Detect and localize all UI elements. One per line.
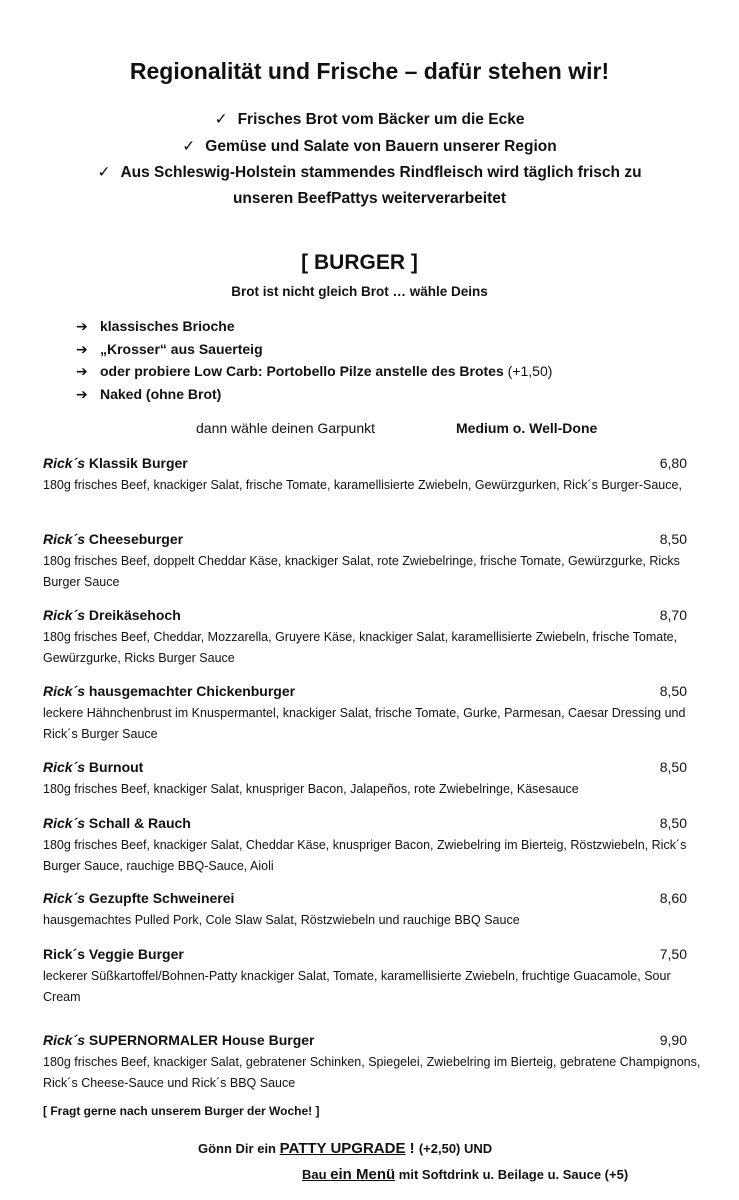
- garpunkt-label: dann wähle deinen Garpunkt: [196, 420, 376, 436]
- arrow-right-icon: ➔: [76, 386, 88, 402]
- menu-item: [43, 813, 691, 877]
- menu-item: [43, 605, 691, 669]
- item-description: leckerer Süßkartoffel/Bohnen-Patty knackiger Salat, Tomate, karamellisierte Zwiebeln, fruchtige Guacamole, Sour Cream: [43, 969, 671, 1004]
- menu-item: [43, 453, 691, 496]
- item-name: Rick´s Klassik Burger: [43, 455, 188, 471]
- menu-combo-line: Bau ein Menü mit Softdrink u. Beilage u. Sauce (+5): [302, 1166, 629, 1183]
- bread-surcharge: (+1,50): [503, 363, 553, 379]
- item-description: 180g frisches Beef, knackiger Salat, frische Tomate, karamellisierte Zwiebeln, Gewürzgurken, Rick´s Burger-Sauce,: [43, 478, 682, 492]
- item-name: Rick´s Burnout: [43, 759, 144, 775]
- item-price: 6,80: [659, 455, 687, 471]
- check-icon: ✓: [97, 164, 111, 181]
- bread-option: ➔ klassisches Brioche: [76, 318, 235, 334]
- item-price: 9,90: [659, 1032, 687, 1048]
- section-title: [ BURGER ]: [301, 251, 418, 274]
- item-description: 180g frisches Beef, Cheddar, Mozzarella, Gruyere Käse, knackiger Salat, karamellisierte Zwiebeln, frische Tomate, Gewürzgurke, Ricks Burger Sauce: [43, 630, 678, 665]
- item-description: hausgemachtes Pulled Pork, Cole Slaw Salat, Röstzwiebeln und rauchige BBQ Sauce: [43, 913, 520, 927]
- section-subtitle: Brot ist nicht gleich Brot … wähle Deins: [231, 284, 488, 299]
- patty-upgrade-label: PATTY UPGRADE: [279, 1140, 406, 1157]
- menu-item: [43, 1030, 701, 1094]
- menu-item: [43, 888, 691, 931]
- item-description: 180g frisches Beef, doppelt Cheddar Käse, knackiger Salat, rote Zwiebelringe, frische Tomate, Gewürzgurke, Ricks Burger Sauce: [43, 554, 680, 589]
- burger-of-the-week-note: [ Fragt gerne nach unserem Burger der Woche! ]: [43, 1104, 320, 1118]
- arrow-right-icon: ➔: [76, 318, 88, 334]
- item-name: Rick´s Cheeseburger: [43, 531, 184, 547]
- patty-upgrade-line: Gönn Dir ein PATTY UPGRADE ! (+2,50) UND: [198, 1140, 493, 1157]
- menu-item: [43, 529, 691, 593]
- bread-option: ➔ oder probiere Low Carb: Portobello Pilze anstelle des Brotes (+1,50): [76, 363, 553, 379]
- check-icon: ✓: [182, 138, 196, 155]
- item-name: Rick´s Gezupfte Schweinerei: [43, 890, 235, 906]
- menu-item: [43, 757, 691, 800]
- item-name: Rick´s SUPERNORMALER House Burger: [43, 1032, 315, 1048]
- arrow-right-icon: ➔: [76, 363, 88, 379]
- check-icon: ✓: [214, 111, 228, 128]
- check-item: ✓ Frisches Brot vom Bäcker um die Ecke: [214, 111, 525, 128]
- garpunkt-options: Medium o. Well-Done: [456, 420, 598, 436]
- item-description: leckere Hähnchenbrust im Knuspermantel, knackiger Salat, frische Tomate, Gurke, Parmesan, Caesar Dressing und Rick´s Burger Sauce: [43, 706, 686, 741]
- check-item: ✓ Gemüse und Salate von Bauern unserer Region: [182, 138, 557, 155]
- item-price: 8,50: [659, 531, 687, 547]
- check-item-continued: unseren BeefPattys weiterverarbeitet: [232, 190, 507, 207]
- item-price: 8,60: [659, 890, 687, 906]
- item-description: 180g frisches Beef, knackiger Salat, gebratener Schinken, Spiegelei, Zwiebelring im Bierteig, gebratene Champignons, Rick´s Cheese-Sauce und Rick´s BBQ Sauce: [43, 1055, 701, 1090]
- bread-option: ➔ „Krosser“ aus Sauerteig: [76, 341, 263, 357]
- bread-option: ➔ Naked (ohne Brot): [76, 386, 222, 402]
- item-description: 180g frisches Beef, knackiger Salat, Cheddar Käse, knuspriger Bacon, Zwiebelring im Bierteig, Röstzwiebeln, Rick´s Burger Sauce, rauchige BBQ-Sauce, Aioli: [43, 838, 687, 873]
- item-description: 180g frisches Beef, knackiger Salat, knuspriger Bacon, Jalapeños, rote Zwiebelringe, Käsesauce: [43, 782, 579, 796]
- menu-item: [43, 944, 691, 1008]
- item-name: Rick´s hausgemachter Chickenburger: [43, 683, 296, 699]
- item-price: 8,50: [659, 683, 687, 699]
- patty-upgrade-price: (+2,50): [418, 1141, 461, 1156]
- item-name: Rick´s Schall & Rauch: [43, 815, 191, 831]
- arrow-right-icon: ➔: [76, 341, 88, 357]
- item-price: 8,70: [659, 607, 687, 623]
- item-price: 8,50: [659, 815, 687, 831]
- item-name: Rick´s Veggie Burger: [43, 946, 184, 962]
- item-name: Rick´s Dreikäsehoch: [43, 607, 181, 623]
- item-price: 8,50: [659, 759, 687, 775]
- item-price: 7,50: [659, 946, 687, 962]
- menu-combo-label: ein Menü: [330, 1166, 396, 1183]
- menu-item: [43, 681, 691, 745]
- check-item: ✓ Aus Schleswig-Holstein stammendes Rindfleisch wird täglich frisch zu: [97, 164, 642, 181]
- page-headline: Regionalität und Frische – dafür stehen wir!: [129, 58, 610, 84]
